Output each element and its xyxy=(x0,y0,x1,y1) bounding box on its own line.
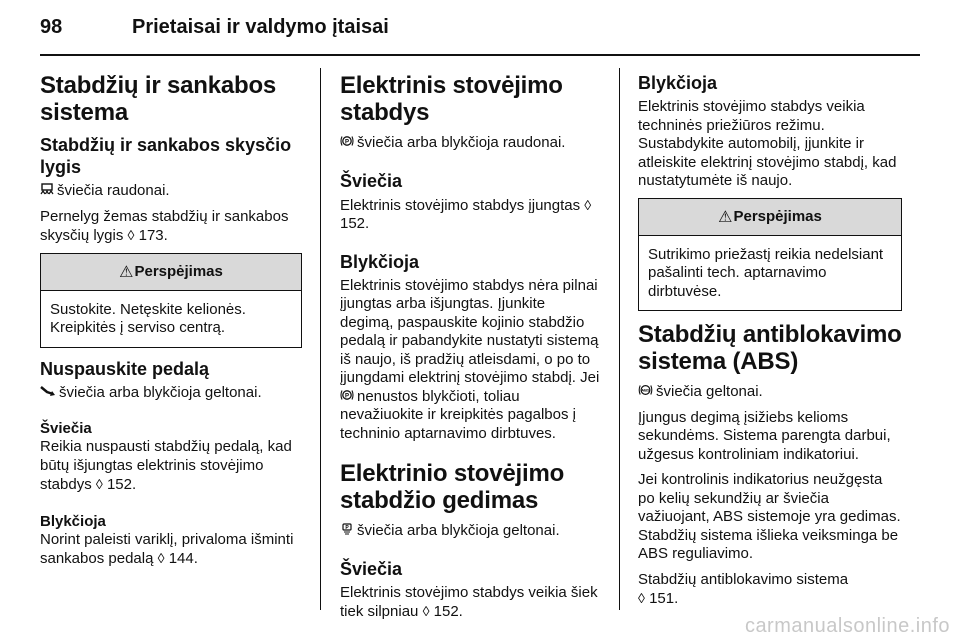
warning-text: Sutrikimo priežastį reikia nedelsiant pašalinti tech. aptarnavimo dirbtuvėse. xyxy=(648,245,884,300)
reference-icon: ◊ xyxy=(127,227,135,243)
section-heading-brake-clutch: Stabdžių ir sankabos sistema xyxy=(40,72,277,126)
reference-icon: ◊ xyxy=(638,590,645,606)
parking-brake-icon xyxy=(340,388,354,407)
column-1 xyxy=(40,72,302,576)
column-2 xyxy=(340,72,600,629)
fluid-level-indicator-text: šviečia raudonai. xyxy=(40,182,302,201)
flashing-body: Elektrinis stovėjimo stabdys nėra pilnai įjungtas arba išjungtas. Įjunkite degimą, paspauskite kojinio stabdžio pedalą ir pabandykite nustatyti sistemą iš naujo, iš pradžių atleisdami, o po to įjungdami elektrinį stovėjimo stabdį. Jei P nenustos blykčioti, toliau nevažiuokite ir kreipkitės pagalbos į techninio aptarnavimo dirbtuves. xyxy=(340,276,600,442)
reference-icon: ◊ xyxy=(422,603,430,619)
flashing-body: Norint paleisti variklį, privaloma išminti sankabos pedalą ◊ 144. xyxy=(40,530,294,567)
parking-brake-icon xyxy=(340,134,354,153)
warning-icon: ⚠ xyxy=(119,263,134,281)
warning-label: Perspėjimas xyxy=(134,263,223,280)
flashing-body: Elektrinis stovėjimo stabdys veikia techninės priežiūros režimu. Sustabdykite automobilį, įjunkite ir atleiskite elektrinį stovėjimo stabdį, kad nustatytumėte iš naujo. xyxy=(638,98,897,189)
section-heading-parking-brake-fault: Elektrinio stovėjimo stabdžio gedimas xyxy=(340,460,565,514)
subheading-lit: Šviečia xyxy=(340,170,403,191)
fault-indicator-text: P šviečia arba blykčioja geltonai. xyxy=(340,522,600,541)
page-reference[interactable]: 144. xyxy=(168,550,198,567)
svg-text:P: P xyxy=(344,139,350,146)
reference-icon: ◊ xyxy=(157,550,165,566)
subheading-press-pedal: Nuspauskite pedalą xyxy=(40,358,210,379)
subheading-lit: Šviečia xyxy=(340,558,403,579)
header-divider xyxy=(40,54,920,56)
svg-text:P: P xyxy=(345,525,349,532)
abs-paragraph-3: Stabdžių antiblokavimo sistema ◊ 151. xyxy=(638,570,849,607)
abs-paragraph-2: Jei kontrolinis indikatorius neužgęsta po kelių sekundžių ar šviečia važiuojant, ABS sistemoje yra gedimas. Stabdžių sistema išlieka veiksminga be ABS reguliavimo. xyxy=(638,471,901,562)
page-title: Prietaisai ir valdymo įtaisai xyxy=(132,16,389,38)
page-reference[interactable]: 152. xyxy=(340,215,370,232)
subheading-flashing: Blykčioja xyxy=(40,512,106,530)
column-divider-1 xyxy=(320,68,321,610)
page-reference[interactable]: 151. xyxy=(649,590,679,607)
subheading-flashing: Blykčioja xyxy=(638,73,718,93)
section-heading-abs: Stabdžių antiblokavimo sistema (ABS) xyxy=(638,321,902,375)
brake-fluid-icon xyxy=(40,182,54,201)
fluid-level-body: Pernelyg žemas stabdžių ir sankabos skysčių lygis ◊ 173. xyxy=(40,207,289,244)
column-3 xyxy=(638,72,902,616)
subheading-lit: Šviečia xyxy=(40,420,92,437)
abs-indicator-text: ABS šviečia geltonai. xyxy=(638,383,902,402)
abs-paragraph-1: Įjungus degimą įsižiebs kelioms sekundėms. Sistema parengta darbui, užgesus kontroliniam indikatoriui. xyxy=(638,408,891,463)
lit-body: Reikia nuspausti stabdžių pedalą, kad būtų išjungtas elektrinis stovėjimo stabdys ◊ 152. xyxy=(40,438,292,493)
svg-text:P: P xyxy=(344,392,350,399)
section-heading-parking-brake: Elektrinis stovėjimo stabdys xyxy=(340,72,563,126)
column-divider-2 xyxy=(619,68,620,610)
parking-brake-indicator-text: P šviečia arba blykčioja raudonai. xyxy=(340,134,600,153)
subheading-flashing: Blykčioja xyxy=(340,251,420,272)
abs-icon xyxy=(638,383,653,402)
warning-text: Sustokite. Netęskite kelionės. Kreipkitės į serviso centrą. xyxy=(50,300,246,336)
press-pedal-indicator-text: šviečia arba blykčioja geltonai. xyxy=(40,384,302,403)
warning-box xyxy=(40,253,302,348)
warning-header xyxy=(41,254,301,291)
parking-brake-fault-icon xyxy=(340,522,354,541)
warning-label: Perspėjimas xyxy=(733,208,822,225)
warning-icon: ⚠ xyxy=(718,208,733,226)
page-number: 98 xyxy=(40,16,63,38)
svg-text:ABS: ABS xyxy=(641,387,650,393)
page-reference[interactable]: 173. xyxy=(138,227,168,244)
watermark: carmanualsonline.info xyxy=(744,615,950,637)
warning-header xyxy=(639,199,901,236)
lit-body: Elektrinis stovėjimo stabdys įjungtas ◊ 152. xyxy=(340,196,592,232)
clutch-pedal-icon xyxy=(40,384,56,403)
reference-icon: ◊ xyxy=(95,476,103,492)
page-header xyxy=(40,16,920,50)
warning-box xyxy=(638,198,902,312)
lit-body: Elektrinis stovėjimo stabdys veikia šiek tiek silpniau ◊ 152. xyxy=(340,583,598,620)
reference-icon: ◊ xyxy=(584,196,592,213)
page-reference[interactable]: 152. xyxy=(106,476,137,493)
page-reference[interactable]: 152. xyxy=(433,603,463,620)
subheading-fluid-level: Stabdžių ir sankabos skysčio lygis xyxy=(40,135,292,177)
